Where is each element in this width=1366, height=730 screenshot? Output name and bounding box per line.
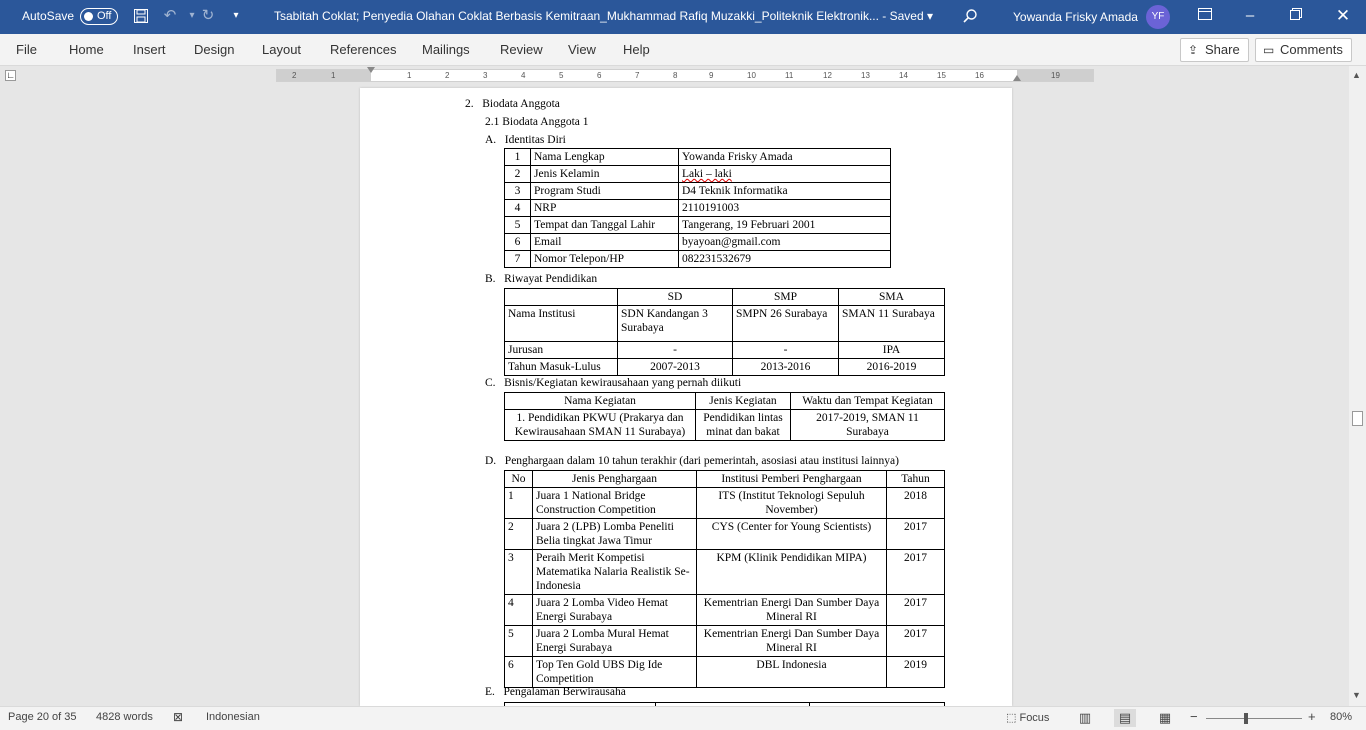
table-cell: Jurusan — [505, 342, 618, 359]
table-cell: Juara 2 Lomba Video Hemat Energi Surabaya — [533, 595, 697, 626]
tab-references[interactable]: References — [330, 42, 397, 57]
table-cell: 4 — [505, 200, 531, 217]
comments-button[interactable] — [1255, 38, 1352, 62]
table-cell: Jenis Penghargaan — [533, 471, 697, 488]
table-cell: Program Studi — [531, 183, 679, 200]
table-row — [505, 306, 945, 342]
ruler-number: 12 — [823, 71, 832, 80]
autosave-label: AutoSave — [22, 9, 75, 23]
table-row — [505, 149, 891, 166]
awards-table — [504, 470, 945, 688]
ruler-area — [0, 66, 1366, 84]
scroll-down-icon[interactable]: ▼ — [1352, 690, 1361, 700]
minimize-icon[interactable]: – — [1245, 7, 1255, 24]
table-row — [505, 595, 945, 626]
scroll-up-icon[interactable]: ▲ — [1352, 70, 1361, 80]
read-mode-icon[interactable]: ▥ — [1078, 710, 1092, 725]
redo-icon[interactable]: ↻ — [201, 7, 215, 24]
table-cell: D4 Teknik Informatika — [679, 183, 891, 200]
ruler-number: 6 — [597, 71, 602, 80]
table-cell: KPM (Klinik Pendidikan MIPA) — [697, 550, 887, 595]
table-cell: 2017 — [887, 550, 945, 595]
table-cell: SDN Kandangan 3 Surabaya — [618, 306, 733, 342]
document-page[interactable] — [360, 88, 1012, 706]
table-row — [505, 342, 945, 359]
table-row — [505, 217, 891, 234]
table-cell: Institusi Pemberi Penghargaan — [697, 471, 887, 488]
focus-button[interactable] — [1006, 711, 1049, 724]
tab-help[interactable]: Help — [623, 42, 650, 57]
tab-mailings[interactable]: Mailings — [422, 42, 470, 57]
table-cell: Nomor Telepon/HP — [531, 251, 679, 268]
tab-file[interactable]: File — [16, 42, 37, 57]
table-cell: SMPN 26 Surabaya — [733, 306, 839, 342]
table-cell: 2 — [505, 519, 533, 550]
undo-dropdown-icon[interactable]: ▾ — [189, 10, 195, 21]
table-cell: 2017 — [887, 626, 945, 657]
table-cell: 2017 — [887, 595, 945, 626]
focus-label: Focus — [1019, 712, 1050, 724]
table-cell: Peraih Merit Kompetisi Matematika Nalaria Realistik Se-Indonesia — [533, 550, 697, 595]
table-cell: 4 — [505, 595, 533, 626]
customize-toolbar-icon[interactable]: ▾ — [233, 10, 239, 21]
tab-design[interactable]: Design — [194, 42, 235, 57]
tab-selector-icon[interactable]: ∟ — [6, 70, 15, 80]
table-row — [505, 471, 945, 488]
proofing-icon[interactable]: ⊠ — [173, 710, 184, 724]
undo-icon[interactable]: ↶ — [163, 7, 177, 24]
ruler-number: 14 — [899, 71, 908, 80]
table-cell: 5 — [505, 217, 531, 234]
section-b-heading: B. Riwayat Pendidikan — [485, 273, 598, 285]
search-icon[interactable] — [960, 8, 980, 26]
table-cell: Laki – laki — [679, 166, 891, 183]
print-layout-icon[interactable]: ▤ — [1114, 709, 1136, 727]
table-cell: 6 — [505, 234, 531, 251]
autosave-toggle[interactable] — [80, 8, 118, 25]
table-cell: NRP — [531, 200, 679, 217]
ruler-number: 7 — [635, 71, 640, 80]
status-bar — [0, 706, 1366, 730]
toggle-knob — [84, 12, 93, 21]
table-cell: 2017 — [887, 519, 945, 550]
zoom-in-icon[interactable]: + — [1308, 709, 1316, 724]
ruler-number: 15 — [937, 71, 946, 80]
table-row — [505, 251, 891, 268]
ruler-number: 5 — [559, 71, 564, 80]
table-cell: IPA — [839, 342, 945, 359]
table-cell: 2016-2019 — [839, 359, 945, 376]
table-row — [505, 550, 945, 595]
table-cell: Nama Lengkap — [531, 149, 679, 166]
table-cell: Tempat dan Tanggal Lahir — [531, 217, 679, 234]
table-cell: 2017-2019, SMAN 11 Surabaya — [791, 410, 945, 441]
table-row — [505, 234, 891, 251]
table-cell: Juara 2 (LPB) Lomba Peneliti Belia tingkat Jawa Timur — [533, 519, 697, 550]
zoom-level[interactable]: 80% — [1330, 711, 1353, 723]
table-cell: SD — [618, 289, 733, 306]
ruler-number: 19 — [1051, 71, 1060, 80]
table-cell: Email — [531, 234, 679, 251]
right-indent-marker[interactable] — [1013, 75, 1021, 81]
page-count[interactable]: Page 20 of 35 — [8, 711, 77, 723]
document-title-text: Tsabitah Coklat; Penyedia Olahan Coklat Berbasis Kemitraan_Mukhammad Rafiq Muzakki_Politeknik Elektronik... — [274, 9, 879, 23]
table-row — [505, 183, 891, 200]
education-table — [504, 288, 945, 376]
table-row — [505, 289, 945, 306]
table-cell: 082231532679 — [679, 251, 891, 268]
ruler-number: 2 — [445, 71, 450, 80]
table-cell: - — [733, 342, 839, 359]
vertical-scrollbar[interactable] — [1349, 66, 1366, 706]
tab-review[interactable]: Review — [500, 42, 543, 57]
first-line-indent-marker[interactable] — [367, 67, 375, 73]
table-cell: 2110191003 — [679, 200, 891, 217]
avatar[interactable]: YF — [1146, 5, 1170, 29]
table-cell: 1 — [505, 488, 533, 519]
focus-icon: ⬚ — [1006, 712, 1017, 724]
zoom-slider-thumb[interactable] — [1244, 713, 1248, 724]
table-cell: 6 — [505, 657, 533, 688]
share-button[interactable] — [1180, 38, 1249, 62]
table-cell: byayoan@gmail.com — [679, 234, 891, 251]
zoom-out-icon[interactable]: − — [1190, 709, 1198, 724]
table-cell: Pendidikan lintas minat dan bakat — [696, 410, 791, 441]
subsection-heading: 2.1 Biodata Anggota 1 — [485, 116, 589, 128]
autosave-state: Off — [97, 10, 112, 22]
business-table — [504, 392, 945, 441]
table-cell: CYS (Center for Young Scientists) — [697, 519, 887, 550]
user-name[interactable]: Yowanda Frisky Amada — [1013, 10, 1138, 24]
table-cell: Jenis Kegiatan — [696, 393, 791, 410]
ruler-number: 9 — [709, 71, 714, 80]
table-cell: Jenis Kelamin — [531, 166, 679, 183]
ruler-number: 8 — [673, 71, 678, 80]
tab-layout[interactable]: Layout — [262, 42, 302, 57]
table-cell: Tahun Masuk-Lulus — [505, 359, 618, 376]
document-title: Tsabitah Coklat; Penyedia Olahan Coklat Berbasis Kemitraan_Mukhammad Rafiq Muzakki_Politeknik Elektronik... - Saved ▾ — [274, 9, 934, 23]
section-a-heading: A. Identitas Diri — [485, 134, 566, 146]
table-row — [505, 488, 945, 519]
table-cell: 2013-2016 — [733, 359, 839, 376]
table-cell: 2019 — [887, 657, 945, 688]
table-cell: Kementrian Energi Dan Sumber Daya Mineral RI — [697, 626, 887, 657]
table-cell: 2007-2013 — [618, 359, 733, 376]
language[interactable]: Indonesian — [206, 711, 260, 723]
restore-icon[interactable] — [1286, 8, 1306, 26]
table-row — [505, 166, 891, 183]
web-layout-icon[interactable]: ▦ — [1158, 710, 1172, 725]
table-cell: 5 — [505, 626, 533, 657]
ruler-number: 16 — [975, 71, 984, 80]
zoom-slider[interactable] — [1206, 718, 1302, 719]
table-row — [505, 410, 945, 441]
section-c-heading: C. Bisnis/Kegiatan kewirausahaan yang pernah diikuti — [485, 377, 742, 389]
table-cell: 2018 — [887, 488, 945, 519]
ruler-number: 2 — [292, 71, 297, 80]
section-e-heading: E. Pengalaman Berwirausaha — [485, 686, 626, 698]
identity-table — [504, 148, 891, 268]
table-cell: Waktu dan Tempat Kegiatan — [791, 393, 945, 410]
save-status: Saved — [889, 9, 924, 23]
share-label: Share — [1205, 42, 1240, 57]
table-cell: - — [618, 342, 733, 359]
table-row — [505, 657, 945, 688]
tab-view[interactable]: View — [568, 42, 596, 57]
table-cell: 2 — [505, 166, 531, 183]
tab-home[interactable]: Home — [69, 42, 104, 57]
comments-label: Comments — [1280, 42, 1343, 57]
ruler-number: 1 — [407, 71, 412, 80]
table-row — [505, 519, 945, 550]
horizontal-ruler[interactable] — [276, 69, 1094, 82]
table-cell: SMA — [839, 289, 945, 306]
table-row — [505, 393, 945, 410]
ruler-number: 10 — [747, 71, 756, 80]
table-cell: SMP — [733, 289, 839, 306]
share-icon: ⇪ — [1188, 43, 1199, 57]
table-cell: ITS (Institut Teknologi Sepuluh November) — [697, 488, 887, 519]
table-cell: Juara 1 National Bridge Construction Competition — [533, 488, 697, 519]
word-count[interactable]: 4828 words — [96, 711, 153, 723]
table-cell: Juara 2 Lomba Mural Hemat Energi Surabaya — [533, 626, 697, 657]
table-cell: 1. Pendidikan PKWU (Prakarya dan Kewirausahaan SMAN 11 Surabaya) — [505, 410, 696, 441]
table-cell: Tahun — [887, 471, 945, 488]
table-cell: DBL Indonesia — [697, 657, 887, 688]
table-cell: Nama Kegiatan — [505, 393, 696, 410]
ribbon-display-icon[interactable] — [1195, 8, 1215, 26]
table-row — [505, 359, 945, 376]
close-icon[interactable]: ✕ — [1335, 6, 1351, 25]
ruler-number: 3 — [483, 71, 488, 80]
table-cell: Tangerang, 19 Februari 2001 — [679, 217, 891, 234]
table-cell: No — [505, 471, 533, 488]
table-cell: Top Ten Gold UBS Dig Ide Competition — [533, 657, 697, 688]
section-d-heading: D. Penghargaan dalam 10 tahun terakhir (dari pemerintah, asosiasi atau institusi lainnya) — [485, 455, 899, 467]
tab-insert[interactable]: Insert — [133, 42, 166, 57]
ruler-number: 11 — [785, 71, 794, 80]
section-heading: 2. Biodata Anggota — [465, 98, 560, 110]
ruler-number: 4 — [521, 71, 526, 80]
title-bar — [0, 0, 1366, 34]
table-row — [505, 626, 945, 657]
table-cell: Nama Institusi — [505, 306, 618, 342]
comment-icon: ▭ — [1263, 43, 1275, 57]
table-cell: Yowanda Frisky Amada — [679, 149, 891, 166]
scrollbar-thumb[interactable] — [1352, 411, 1363, 426]
table-cell: 3 — [505, 183, 531, 200]
table-cell: Kementrian Energi Dan Sumber Daya Mineral RI — [697, 595, 887, 626]
table-cell: 3 — [505, 550, 533, 595]
table-cell — [505, 289, 618, 306]
table-cell: SMAN 11 Surabaya — [839, 306, 945, 342]
table-cell: 1 — [505, 149, 531, 166]
ruler-number: 13 — [861, 71, 870, 80]
ribbon-tabs — [0, 34, 1366, 66]
ruler-number: 1 — [331, 71, 336, 80]
save-icon[interactable] — [131, 8, 151, 26]
table-cell: 7 — [505, 251, 531, 268]
table-row — [505, 200, 891, 217]
